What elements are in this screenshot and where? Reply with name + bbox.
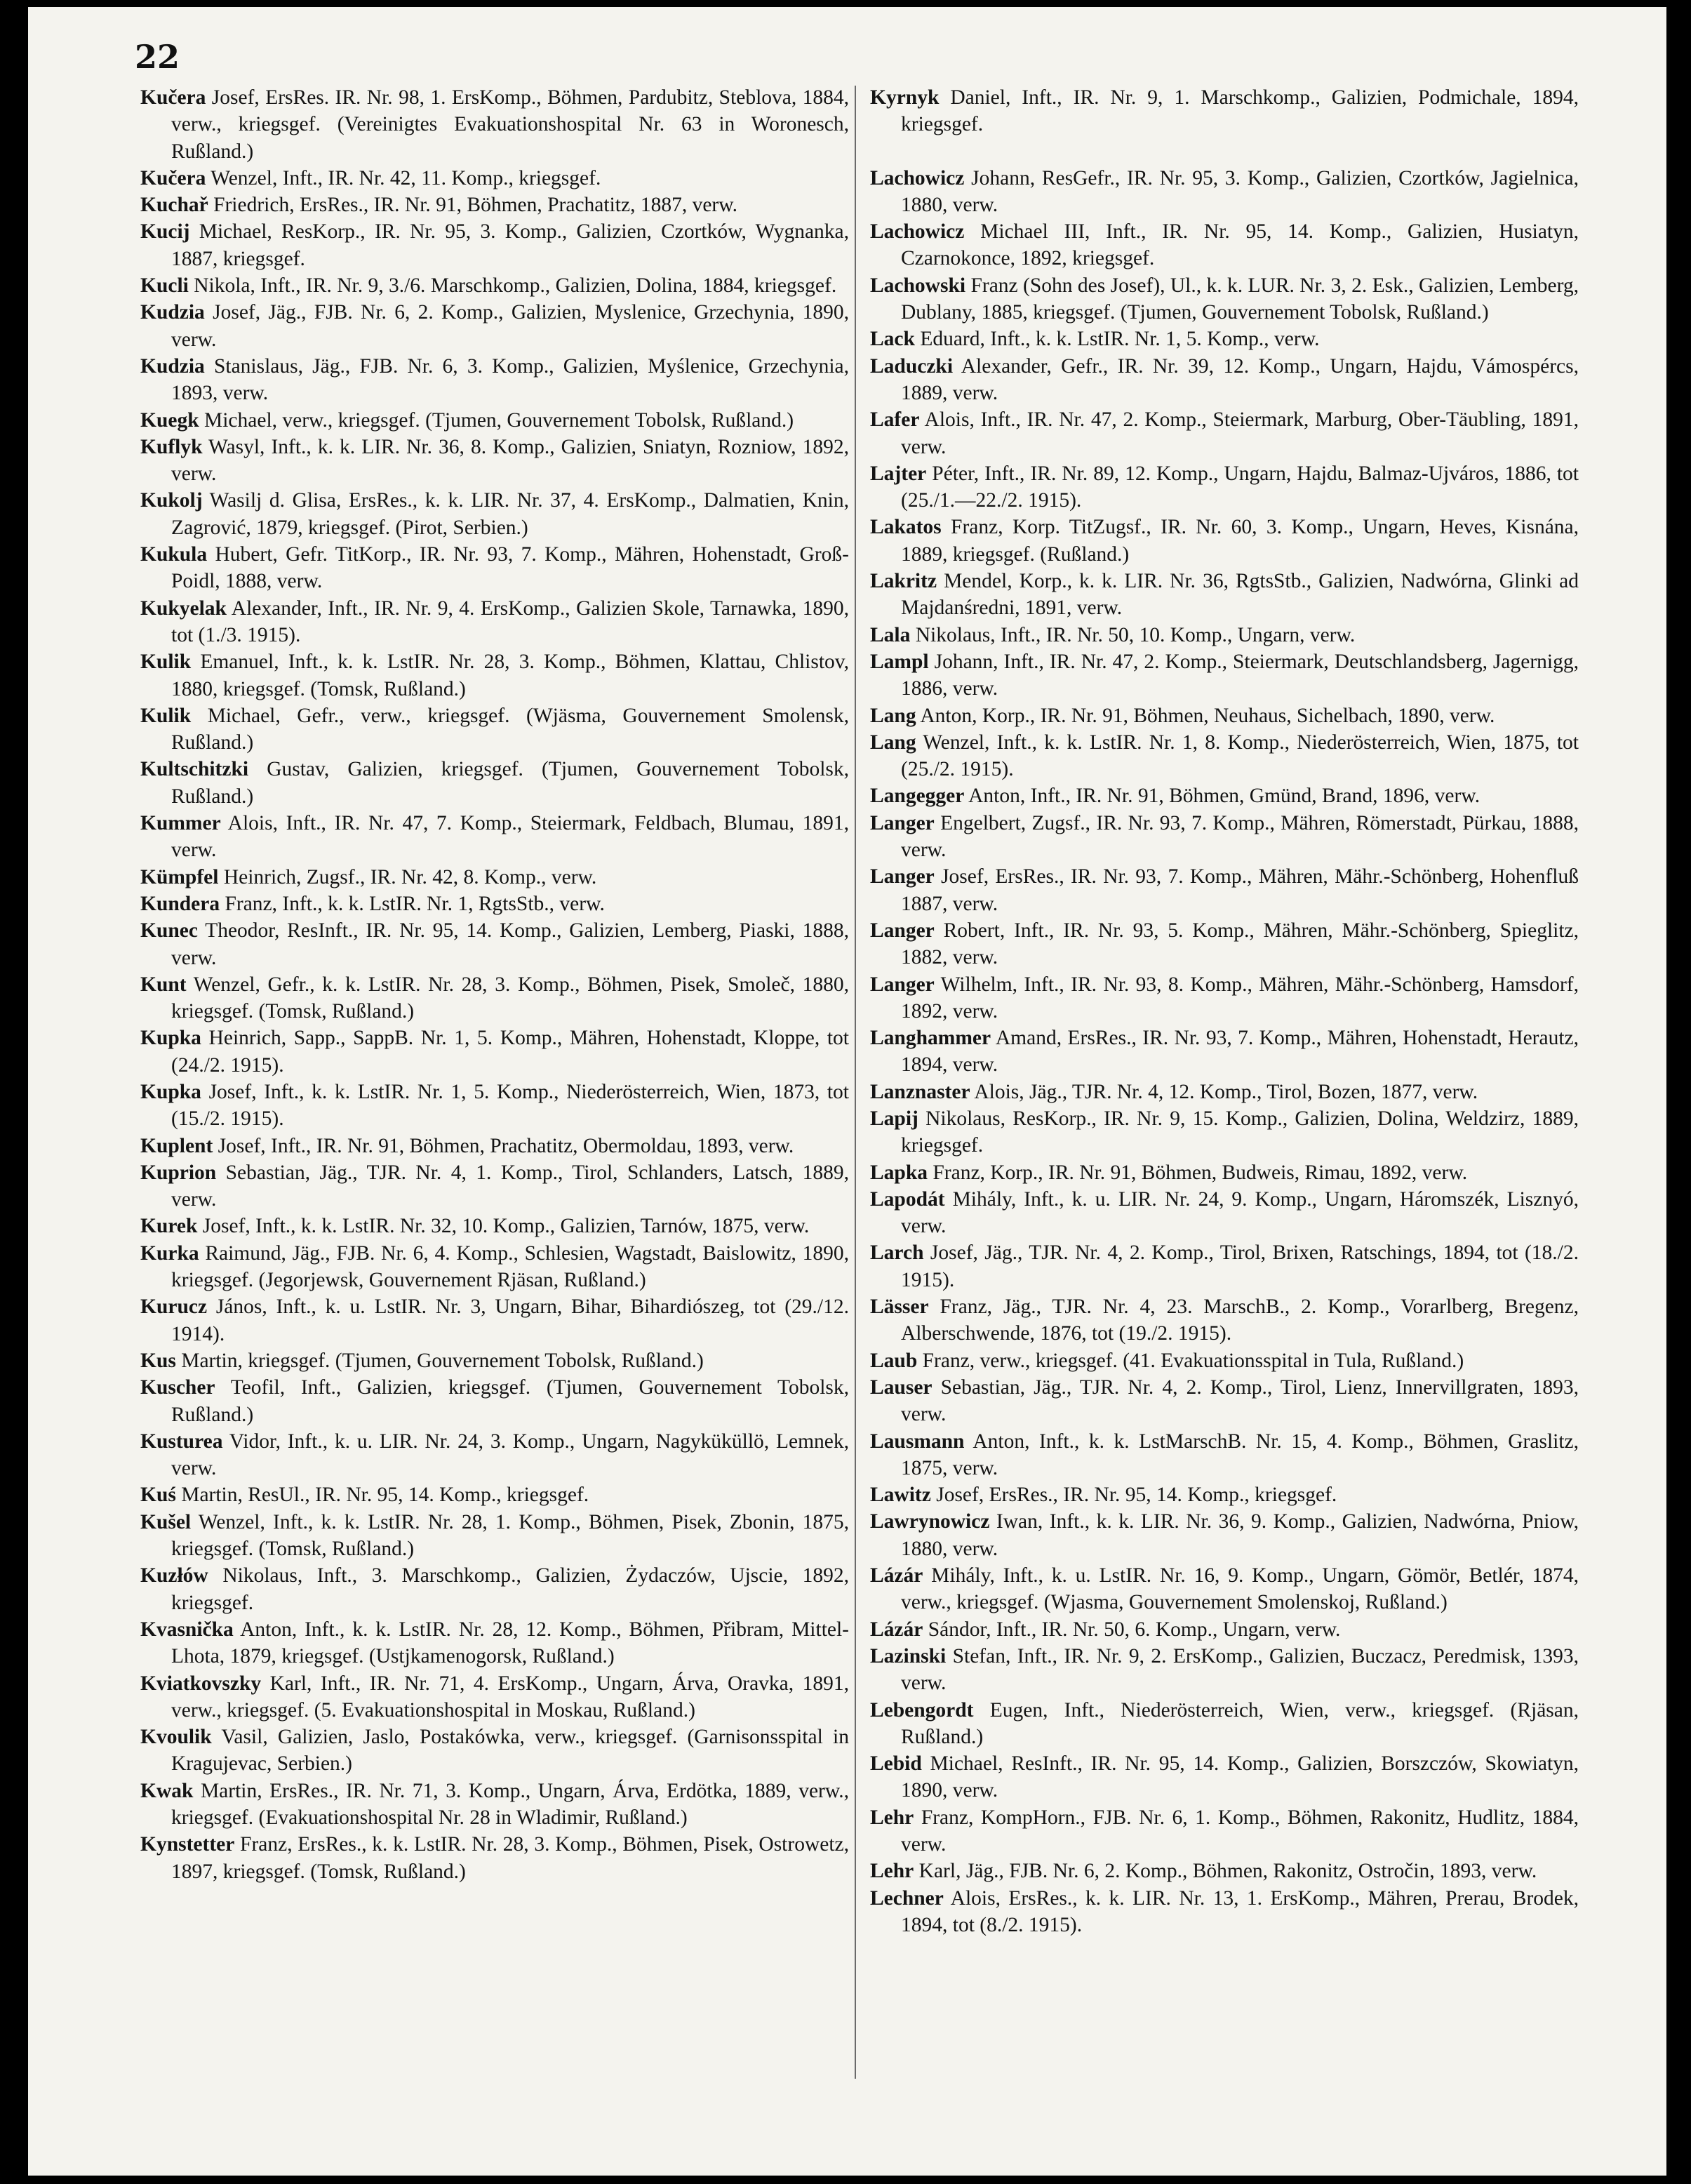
list-entry <box>870 1347 1579 1374</box>
entry-surname: Lampl <box>870 650 929 673</box>
list-entry <box>870 1374 1579 1428</box>
entry-details: Michael, Gefr., verw., kriegsgef. (Wjäsma, Gouvernement Smolensk, Rußland.) <box>171 704 849 754</box>
entry-details: Josef, Jäg., TJR. Nr. 4, 2. Komp., Tirol, Brixen, Ratschings, 1894, tot (18./2. 1915). <box>901 1241 1579 1291</box>
list-entry <box>140 192 849 218</box>
entry-surname: Laub <box>870 1349 918 1372</box>
entry-details: Theodor, ResInft., IR. Nr. 95, 14. Komp., Galizien, Lemberg, Piaski, 1888, verw. <box>171 919 849 969</box>
entry-details: Robert, Inft., IR. Nr. 93, 5. Komp., Mähren, Mähr.-Schönberg, Spieglitz, 1882, verw. <box>901 919 1579 969</box>
list-entry <box>140 1509 849 1563</box>
entry-surname: Kučera <box>140 166 206 189</box>
entry-surname: Lehr <box>870 1860 914 1883</box>
entry-surname: Kucli <box>140 274 189 298</box>
entry-surname: Lausmann <box>870 1430 965 1453</box>
entry-surname: Lebid <box>870 1752 922 1776</box>
list-entry <box>870 703 1579 729</box>
entry-details: Alois, Inft., IR. Nr. 47, 2. Komp., Steiermark, Marburg, Ober-Täubling, 1891, verw. <box>901 408 1579 458</box>
entry-surname: Kusturea <box>140 1430 223 1453</box>
list-entry <box>870 971 1579 1025</box>
list-entry <box>140 648 849 703</box>
list-entry <box>140 1374 849 1428</box>
list-entry <box>870 1186 1579 1240</box>
list-entry <box>140 1213 849 1239</box>
entry-surname: Kvasnička <box>140 1618 234 1641</box>
entry-details: Amand, ErsRes., IR. Nr. 93, 7. Komp., Mähren, Hohenstadt, Herautz, 1894, verw. <box>901 1027 1579 1077</box>
entry-surname: Kurek <box>140 1215 198 1238</box>
list-entry <box>140 1293 849 1347</box>
entry-surname: Langer <box>870 973 935 996</box>
entry-details: Mendel, Korp., k. k. LIR. Nr. 36, RgtsStb., Galizien, Nadwórna, Glinki ad Majdanśredni, 1891, verw. <box>901 570 1579 620</box>
entry-details: Teofil, Inft., Galizien, kriegsgef. (Tjumen, Gouvernement Tobolsk, Rußland.) <box>171 1376 850 1426</box>
entry-details: Eduard, Inft., k. k. LstIR. Nr. 1, 5. Komp., verw. <box>920 328 1320 351</box>
list-entry <box>140 864 849 891</box>
entry-details: Alexander, Inft., IR. Nr. 9, 4. ErsKomp., Galizien Skole, Tarnawka, 1890, tot (1./3. 1915). <box>171 597 850 646</box>
entry-surname: Lanznaster <box>870 1080 970 1103</box>
entry-details: Raimund, Jäg., FJB. Nr. 6, 4. Komp., Schlesien, Wagstadt, Baislowitz, 1890, kriegsgef. (Jegorjewsk, Gouvernement Rjäsan, Rußland.) <box>171 1241 849 1292</box>
list-entry <box>870 1105 1579 1159</box>
entry-details: Michael, verw., kriegsgef. (Tjumen, Gouvernement Tobolsk, Rußland.) <box>203 408 794 432</box>
entry-details: Franz, Jäg., TJR. Nr. 4, 23. MarschB., 2. Komp., Vorarlberg, Bregenz, Alberschwende, 1876, tot (19./2. 1915). <box>901 1296 1579 1345</box>
list-entry <box>870 1885 1579 1939</box>
entry-surname: Kuplent <box>140 1134 213 1157</box>
entry-surname: Kviatkovszky <box>140 1672 262 1695</box>
entry-details: Josef, Jäg., FJB. Nr. 6, 2. Komp., Galizien, Myslenice, Grzechynia, 1890, verw. <box>171 301 850 351</box>
list-entry <box>140 1133 849 1159</box>
entry-details: Franz, Korp., IR. Nr. 91, Böhmen, Budweis, Rimau, 1892, verw. <box>933 1161 1468 1184</box>
entry-surname: Lachowski <box>870 274 966 297</box>
entry-surname: Langer <box>870 865 935 888</box>
list-entry <box>140 299 849 353</box>
entry-surname: Kurka <box>140 1241 199 1265</box>
list-entry <box>870 622 1579 648</box>
entry-surname: Kwak <box>140 1779 194 1802</box>
list-entry <box>140 1347 849 1374</box>
entry-details: Sebastian, Jäg., TJR. Nr. 4, 2. Komp., Tirol, Lienz, Innervillgraten, 1893, verw. <box>901 1376 1579 1426</box>
entry-details: Nikolaus, ResKorp., IR. Nr. 9, 15. Komp., Galizien, Dolina, Weldzirz, 1889, kriegsgef. <box>901 1107 1579 1157</box>
list-entry <box>870 1697 1579 1751</box>
column-divider <box>855 86 856 2079</box>
entry-details: Johann, Inft., IR. Nr. 47, 2. Komp., Steiermark, Deutschlandsberg, Jagernigg, 1886, verw. <box>901 650 1579 700</box>
list-entry <box>870 1159 1579 1186</box>
list-entry <box>140 1025 849 1079</box>
entry-details: Alois, ErsRes., k. k. LIR. Nr. 13, 1. ErsKomp., Mähren, Prerau, Brodek, 1894, tot (8./2. 1915). <box>901 1886 1579 1936</box>
entry-surname: Kunt <box>140 973 187 996</box>
entry-surname: Kudzia <box>140 301 205 324</box>
entry-surname: Kupka <box>140 1027 201 1050</box>
list-entry <box>870 1428 1579 1482</box>
right-column <box>870 84 1579 1938</box>
list-entry <box>870 165 1579 219</box>
list-entry <box>140 703 849 757</box>
entry-details: Franz, KompHorn., FJB. Nr. 6, 1. Komp., Böhmen, Rakonitz, Hudlitz, 1884, verw. <box>901 1806 1579 1856</box>
entry-surname: Langer <box>870 919 935 942</box>
list-entry <box>140 1616 849 1670</box>
entry-details: Wenzel, Gefr., k. k. LstIR. Nr. 28, 3. Komp., Böhmen, Pisek, Smoleč, 1880, kriegsgef. (Tomsk, Rußland.) <box>171 973 850 1023</box>
entry-surname: Lakritz <box>870 570 937 593</box>
entry-details: Alois, Jäg., TJR. Nr. 4, 12. Komp., Tirol, Bozen, 1877, verw. <box>974 1080 1478 1103</box>
entry-details: Karl, Jäg., FJB. Nr. 6, 2. Komp., Böhmen, Rakonitz, Ostročin, 1893, verw. <box>918 1860 1537 1883</box>
entry-surname: Kulik <box>140 651 192 674</box>
entry-surname: Lack <box>870 328 915 351</box>
list-entry <box>140 971 849 1025</box>
entry-surname: Kyrnyk <box>870 86 940 109</box>
entry-surname: Kulik <box>140 704 192 727</box>
list-entry <box>140 434 849 488</box>
list-entry <box>870 1079 1579 1105</box>
entry-surname: Kundera <box>140 892 220 915</box>
list-entry <box>870 1616 1579 1643</box>
list-entry <box>140 1428 849 1482</box>
entry-surname: Kunec <box>140 919 198 943</box>
list-entry <box>140 1724 849 1778</box>
entry-details: Heinrich, Zugsf., IR. Nr. 42, 8. Komp., verw. <box>223 865 597 888</box>
entry-surname: Lawitz <box>870 1484 931 1507</box>
entry-details: Sándor, Inft., IR. Nr. 50, 6. Komp., Ungarn, verw. <box>928 1618 1341 1641</box>
list-entry <box>870 1643 1579 1697</box>
entry-surname: Kucij <box>140 220 190 244</box>
list-entry <box>140 1831 849 1885</box>
entry-details: Franz, ErsRes., k. k. LstIR. Nr. 28, 3. Komp., Böhmen, Pisek, Ostrowetz, 1897, kriegsgef. (Tomsk, Rußland.) <box>171 1833 850 1883</box>
list-entry <box>870 460 1579 514</box>
entry-details: Anton, Inft., k. k. LstMarschB. Nr. 15, 4. Komp., Böhmen, Graslitz, 1875, verw. <box>901 1430 1579 1479</box>
document-page <box>28 7 1666 2176</box>
entry-surname: Kuzłów <box>140 1564 208 1587</box>
entry-details: Wasilj d. Glisa, ErsRes., k. k. LIR. Nr. 37, 4. ErsKomp., Dalmatien, Knin, Zagrović, 1879, kriegsgef. (Pirot, Serbien.) <box>171 489 850 539</box>
list-entry <box>870 648 1579 703</box>
entry-details: Iwan, Inft., k. k. LIR. Nr. 36, 9. Komp., Galizien, Nadwórna, Pniow, 1880, verw. <box>901 1510 1579 1560</box>
entry-surname: Lang <box>870 704 916 727</box>
entry-details: Péter, Inft., IR. Nr. 89, 12. Komp., Ungarn, Hajdu, Balmaz-Ujváros, 1886, tot (25./1.—22./2. 1915). <box>901 462 1579 512</box>
list-entry <box>870 1025 1579 1079</box>
entry-surname: Kuscher <box>140 1376 215 1399</box>
entry-surname: Lebengordt <box>870 1698 974 1722</box>
list-entry <box>870 917 1579 971</box>
entry-surname: Lechner <box>870 1886 944 1910</box>
entry-surname: Lazinski <box>870 1644 947 1667</box>
entry-details: Eugen, Inft., Niederösterreich, Wien, verw., kriegsgef. (Rjäsan, Rußland.) <box>901 1698 1579 1748</box>
entry-surname: Lakatos <box>870 516 942 539</box>
page-number: 22 <box>135 38 180 76</box>
entry-surname: Lafer <box>870 408 920 432</box>
list-entry <box>870 406 1579 460</box>
list-entry <box>870 514 1579 568</box>
entry-surname: Laduczki <box>870 354 954 378</box>
entry-details: Franz, Korp. TitZugsf., IR. Nr. 60, 3. Komp., Ungarn, Heves, Kisnána, 1889, kriegsgef. (Rußland.) <box>901 516 1579 566</box>
list-entry <box>140 1670 849 1724</box>
entry-details: Michael III, Inft., IR. Nr. 95, 14. Komp., Galizien, Husiatyn, Czarnokonce, 1892, kriegsgef. <box>901 220 1579 270</box>
entry-details: Michael, ResInft., IR. Nr. 95, 14. Komp., Galizien, Borszczów, Skowiatyn, 1890, verw. <box>901 1752 1579 1802</box>
entry-details: Martin, kriegsgef. (Tjumen, Gouvernement Tobolsk, Rußland.) <box>181 1349 704 1372</box>
entry-details: Wasyl, Inft., k. k. LIR. Nr. 36, 8. Komp., Galizien, Sniatyn, Rozniow, 1892, verw. <box>171 435 849 486</box>
list-entry <box>140 756 849 810</box>
entry-surname: Kudzia <box>140 354 205 378</box>
list-entry <box>870 1293 1579 1347</box>
entry-details: Josef, ErsRes. IR. Nr. 98, 1. ErsKomp., Böhmen, Pardubitz, Steblova, 1884, verw., kriegsgef. (Vereinigtes Evakuationshospital Nr. 63 in Woronesch, Rußland.) <box>171 86 850 163</box>
list-entry <box>870 568 1579 622</box>
entry-details: Engelbert, Zugsf., IR. Nr. 93, 7. Komp., Mähren, Römerstadt, Pürkau, 1888, verw. <box>901 811 1579 862</box>
list-entry <box>870 84 1579 138</box>
list-entry <box>870 1750 1579 1804</box>
entry-details: Anton, Korp., IR. Nr. 91, Böhmen, Neuhaus, Sichelbach, 1890, verw. <box>920 704 1495 727</box>
entry-surname: Kušel <box>140 1510 192 1533</box>
entry-details: Josef, Inft., IR. Nr. 91, Böhmen, Prachatitz, Obermoldau, 1893, verw. <box>218 1134 794 1157</box>
list-entry <box>140 541 849 595</box>
list-entry <box>140 917 849 971</box>
list-entry <box>140 595 849 649</box>
list-entry <box>870 1858 1579 1884</box>
entry-details: Martin, ResUl., IR. Nr. 95, 14. Komp., kriegsgef. <box>181 1484 589 1507</box>
list-entry <box>870 1804 1579 1858</box>
list-entry <box>140 1778 849 1832</box>
entry-surname: Lázár <box>870 1618 923 1641</box>
list-entry <box>870 218 1579 272</box>
list-entry <box>870 1562 1579 1616</box>
entry-details: Johann, ResGefr., IR. Nr. 95, 3. Komp., Galizien, Czortków, Jagielnica, 1880, verw. <box>901 166 1579 216</box>
entry-details: Friedrich, ErsRes., IR. Nr. 91, Böhmen, Prachatitz, 1887, verw. <box>213 194 737 217</box>
entry-details: Franz, verw., kriegsgef. (41. Evakuationsspital in Tula, Rußland.) <box>922 1349 1464 1372</box>
list-entry <box>870 783 1579 809</box>
entry-surname: Lachowicz <box>870 166 965 189</box>
list-entry <box>140 1240 849 1294</box>
entry-surname: Lässer <box>870 1296 929 1319</box>
entry-details: Franz (Sohn des Josef), Ul., k. k. LUR. Nr. 3, 2. Esk., Galizien, Lemberg, Dublany, 1885, kriegsgef. (Tjumen, Gouvernement Tobolsk, Rußland.) <box>901 274 1579 324</box>
entry-details: Stefan, Inft., IR. Nr. 9, 2. ErsKomp., Galizien, Buczacz, Peredmisk, 1393, verw. <box>901 1644 1579 1695</box>
list-entry <box>870 729 1579 783</box>
entry-surname: Kuflyk <box>140 435 203 458</box>
entry-details: Wilhelm, Inft., IR. Nr. 93, 8. Komp., Mähren, Mähr.-Schönberg, Hamsdorf, 1892, verw. <box>901 973 1579 1023</box>
entry-details: Emanuel, Inft., k. k. LstIR. Nr. 28, 3. Komp., Böhmen, Klattau, Chlistov, 1880, kriegsgef. (Tomsk, Rußland.) <box>171 651 850 700</box>
entry-details: Karl, Inft., IR. Nr. 71, 4. ErsKomp., Ungarn, Árva, Oravka, 1891, verw., kriegsgef. (5. Evakuationshospital in Moskau, Rußland.) <box>171 1672 850 1722</box>
entry-details: Josef, ErsRes., IR. Nr. 93, 7. Komp., Mähren, Mähr.-Schönberg, Hohenfluß 1887, verw. <box>901 865 1579 915</box>
entry-surname: Lala <box>870 623 911 646</box>
list-entry <box>870 353 1579 407</box>
entry-surname: Kuprion <box>140 1161 217 1184</box>
entry-details: Josef, Inft., k. k. LstIR. Nr. 1, 5. Komp., Niederösterreich, Wien, 1873, tot (15./2. 1915). <box>171 1080 849 1131</box>
entry-details: Josef, ErsRes., IR. Nr. 95, 14. Komp., kriegsgef. <box>936 1484 1337 1507</box>
list-entry <box>140 84 849 165</box>
entry-surname: Kus <box>140 1349 176 1372</box>
entry-surname: Kuchař <box>140 194 208 217</box>
entry-details: Vidor, Inft., k. u. LIR. Nr. 24, 3. Komp., Ungarn, Nagyküküllö, Lemnek, verw. <box>171 1430 849 1480</box>
entry-surname: Lapka <box>870 1161 928 1184</box>
entry-details: Wenzel, Inft., k. k. LstIR. Nr. 1, 8. Komp., Niederösterreich, Wien, 1875, tot (25./2. 1915). <box>901 731 1579 781</box>
entry-surname: Kultschitzki <box>140 758 249 781</box>
entry-details: Alois, Inft., IR. Nr. 47, 7. Komp., Steiermark, Feldbach, Blumau, 1891, verw. <box>171 812 850 862</box>
entry-surname: Kuegk <box>140 408 199 432</box>
entry-details: Franz, Inft., k. k. LstIR. Nr. 1, RgtsStb., verw. <box>225 892 605 915</box>
list-entry <box>140 487 849 541</box>
list-entry <box>140 272 849 299</box>
entry-surname: Kukula <box>140 543 208 566</box>
entry-details: Stanislaus, Jäg., FJB. Nr. 6, 3. Komp., Galizien, Myślenice, Grzechynia, 1893, verw. <box>171 354 849 405</box>
list-entry <box>140 407 849 434</box>
list-entry <box>140 1481 849 1508</box>
list-entry <box>870 326 1579 352</box>
entry-surname: Kümpfel <box>140 865 219 888</box>
entry-surname: Lawrynowicz <box>870 1510 990 1533</box>
entry-details: Nikola, Inft., IR. Nr. 9, 3./6. Marschkomp., Galizien, Dolina, 1884, kriegsgef. <box>194 274 837 298</box>
entry-surname: Kuś <box>140 1484 176 1507</box>
entry-details: Heinrich, Sapp., SappB. Nr. 1, 5. Komp., Mähren, Hohenstadt, Kloppe, tot (24./2. 1915). <box>171 1027 849 1077</box>
entry-surname: Kurucz <box>140 1296 208 1319</box>
entry-details: Nikolaus, Inft., 3. Marschkomp., Galizien, Żydaczów, Ujscie, 1892, kriegsgef. <box>171 1564 850 1614</box>
list-entry <box>870 810 1579 864</box>
entry-details: Michael, ResKorp., IR. Nr. 95, 3. Komp., Galizien, Czortków, Wygnanka, 1887, kriegsgef. <box>171 220 850 270</box>
entry-surname: Lehr <box>870 1806 914 1829</box>
entry-surname: Lachowicz <box>870 220 965 244</box>
list-entry <box>870 1508 1579 1562</box>
list-entry <box>870 272 1579 326</box>
entry-details: Gustav, Galizien, kriegsgef. (Tjumen, Gouvernement Tobolsk, Rußland.) <box>171 758 850 808</box>
list-entry <box>870 1481 1579 1508</box>
list-entry <box>140 218 849 272</box>
entry-details: Martin, ErsRes., IR. Nr. 71, 3. Komp., Ungarn, Árva, Erdötka, 1889, verw., kriegsgef. (Evakuationshospital Nr. 28 in Wladimir, Rußland.) <box>171 1779 850 1829</box>
entry-surname: Kvoulik <box>140 1726 212 1749</box>
entry-surname: Kupka <box>140 1080 201 1103</box>
entry-surname: Lajter <box>870 462 927 485</box>
entry-details: Anton, Inft., IR. Nr. 91, Böhmen, Gmünd, Brand, 1896, verw. <box>968 785 1481 808</box>
entry-details: Alexander, Gefr., IR. Nr. 39, 12. Komp., Ungarn, Hajdu, Vámospércs, 1889, verw. <box>901 354 1579 404</box>
list-entry <box>140 891 849 917</box>
list-entry <box>140 353 849 407</box>
entry-details: Mihály, Inft., k. u. LIR. Nr. 24, 9. Komp., Ungarn, Háromszék, Lisznyó, verw. <box>901 1187 1579 1238</box>
list-entry <box>140 1159 849 1213</box>
entry-surname: Langegger <box>870 785 965 808</box>
entry-surname: Lázár <box>870 1564 923 1587</box>
entry-details: Hubert, Gefr. TitKorp., IR. Nr. 93, 7. Komp., Mähren, Hohenstadt, Groß-Poidl, 1888, verw. <box>171 543 849 593</box>
entry-surname: Lang <box>870 731 916 754</box>
list-entry <box>140 165 849 192</box>
entry-surname: Kynstetter <box>140 1833 235 1856</box>
entry-surname: Langer <box>870 811 935 834</box>
entry-surname: Kummer <box>140 812 221 835</box>
entry-surname: Kukyelak <box>140 597 227 620</box>
list-entry <box>870 1239 1579 1293</box>
entry-details: Daniel, Inft., IR. Nr. 9, 1. Marschkomp., Galizien, Podmichale, 1894, kriegsgef. <box>901 86 1579 136</box>
entry-surname: Larch <box>870 1241 924 1265</box>
entry-surname: Lapodát <box>870 1187 945 1211</box>
left-column <box>140 84 849 1885</box>
entry-surname: Langhammer <box>870 1027 991 1050</box>
entry-details: Josef, Inft., k. k. LstIR. Nr. 32, 10. Komp., Galizien, Tarnów, 1875, verw. <box>202 1215 810 1238</box>
entry-details: Vasil, Galizien, Jaslo, Postakówka, verw., kriegsgef. (Garnisonsspital in Kragujevac, Serbien.) <box>171 1726 849 1776</box>
list-entry <box>870 863 1579 917</box>
list-entry <box>140 810 849 864</box>
entry-details: Sebastian, Jäg., TJR. Nr. 4, 1. Komp., Tirol, Schlanders, Latsch, 1889, verw. <box>171 1161 849 1211</box>
entry-details: Anton, Inft., k. k. LstIR. Nr. 28, 12. Komp., Böhmen, Přibram, Mittel-Lhota, 1879, kriegsgef. (Ustjkamenogorsk, Rußland.) <box>171 1618 850 1668</box>
list-entry <box>140 1562 849 1616</box>
entry-surname: Kukolj <box>140 489 203 512</box>
entry-details: Wenzel, Inft., k. k. LstIR. Nr. 28, 1. Komp., Böhmen, Pisek, Zbonin, 1875, kriegsgef. (Tomsk, Rußland.) <box>171 1510 850 1561</box>
entry-details: János, Inft., k. u. LstIR. Nr. 3, Ungarn, Bihar, Bihardiószeg, tot (29./12. 1914). <box>171 1296 849 1345</box>
entry-details: Mihály, Inft., k. u. LstIR. Nr. 16, 9. Komp., Ungarn, Gömör, Betlér, 1874, verw., kriegsgef. (Wjasma, Gouvernement Smolenskoj, Rußland.) <box>901 1564 1579 1614</box>
list-entry <box>140 1079 849 1133</box>
entry-surname: Lapij <box>870 1107 918 1130</box>
entry-surname: Kučera <box>140 86 206 109</box>
entry-details: Nikolaus, Inft., IR. Nr. 50, 10. Komp., Ungarn, verw. <box>915 623 1356 646</box>
entry-details: Wenzel, Inft., IR. Nr. 42, 11. Komp., kriegsgef. <box>210 166 601 189</box>
entry-surname: Lauser <box>870 1376 933 1399</box>
